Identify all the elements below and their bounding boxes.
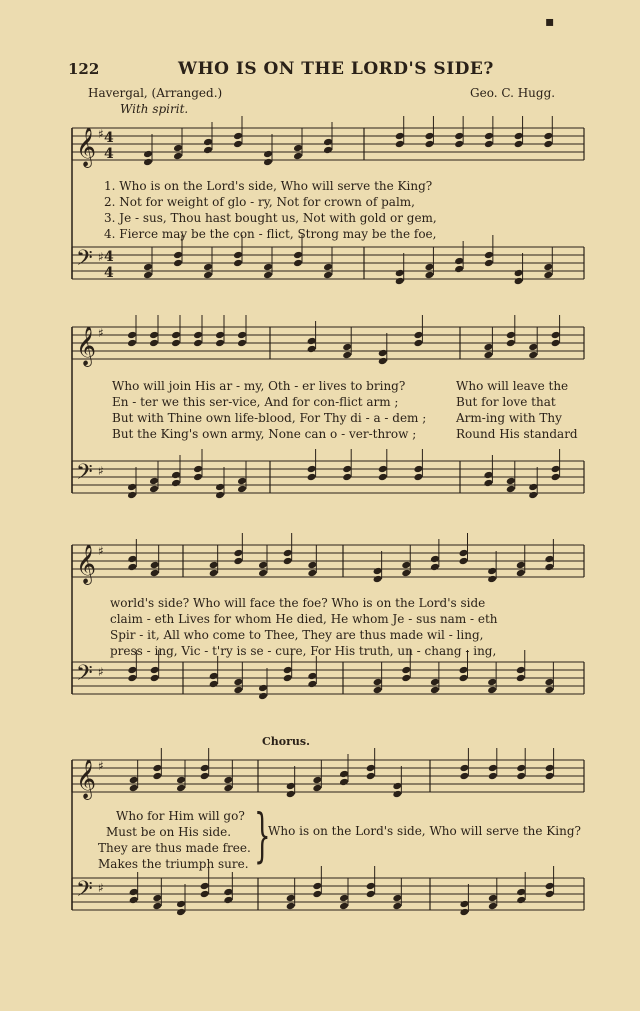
- note-head: [263, 263, 273, 272]
- note-head: [373, 678, 383, 687]
- note-head: [378, 349, 388, 358]
- note-head: [200, 882, 210, 891]
- note-head: [223, 776, 233, 785]
- note-head: [506, 477, 516, 486]
- note-head: [459, 557, 469, 566]
- note-head: [487, 575, 497, 584]
- note-head: [545, 882, 555, 891]
- note-head: [283, 674, 293, 683]
- note-head: [307, 680, 317, 689]
- note-head: [430, 555, 440, 564]
- note-head: [401, 674, 411, 683]
- note-head: [200, 772, 210, 781]
- key-sharp-icon: ♯: [98, 665, 104, 679]
- note-head: [286, 902, 296, 911]
- verse-3-line-2-end: Arm-ing with Thy: [456, 411, 562, 425]
- key-sharp-icon: ♯: [98, 881, 104, 895]
- note-head: [516, 674, 526, 683]
- note-head: [342, 465, 352, 474]
- system-1-lyrics: [104, 178, 437, 242]
- note-head: [209, 569, 219, 578]
- note-head: [129, 776, 139, 785]
- note-head: [176, 900, 186, 909]
- note-head: [506, 485, 516, 494]
- note-head: [127, 339, 137, 348]
- note-head: [339, 894, 349, 903]
- note-head: [150, 666, 160, 675]
- system-3-lyrics: [110, 595, 498, 659]
- note-head: [424, 140, 434, 149]
- note-head: [459, 674, 469, 683]
- note-head: [454, 132, 464, 141]
- note-head: [307, 465, 317, 474]
- chorus-line-4: Makes the triumph sure.: [98, 857, 249, 871]
- note-head: [401, 561, 411, 570]
- note-head: [528, 343, 538, 352]
- note-head: [129, 896, 139, 905]
- chorus-line-1: Who for Him will go?: [116, 809, 245, 823]
- note-head: [392, 902, 402, 911]
- note-head: [312, 776, 322, 785]
- note-head: [293, 152, 303, 161]
- note-head: [215, 491, 225, 500]
- page-number: 122: [68, 60, 100, 78]
- note-head: [551, 473, 561, 482]
- note-head: [514, 140, 524, 149]
- note-head: [258, 561, 268, 570]
- note-head: [392, 790, 402, 799]
- note-head: [543, 271, 553, 280]
- note-head: [514, 132, 524, 141]
- note-head: [339, 770, 349, 779]
- note-head: [454, 257, 464, 266]
- note-head: [223, 888, 233, 897]
- note-head: [516, 561, 526, 570]
- note-head: [258, 569, 268, 578]
- treble-clef-icon: 𝄞: [76, 127, 97, 167]
- note-head: [392, 894, 402, 903]
- note-head: [286, 782, 296, 791]
- note-head: [545, 890, 555, 899]
- note-head: [171, 339, 181, 348]
- note-head: [430, 563, 440, 572]
- verse-4-line-2-end: Round His standard: [456, 427, 578, 441]
- verse-1-line-2: Who will join His ar - my, Oth - er lives to bring?: [112, 379, 406, 393]
- note-head: [506, 339, 516, 348]
- note-head: [203, 146, 213, 155]
- treble-clef-icon: 𝄞: [76, 326, 97, 366]
- note-head: [342, 351, 352, 360]
- system-2-lyrics: [112, 378, 426, 442]
- key-sharp-icon: ♯: [98, 326, 104, 340]
- note-head: [263, 150, 273, 159]
- note-head: [516, 772, 526, 781]
- note-head: [171, 331, 181, 340]
- note-head: [143, 263, 153, 272]
- note-head: [143, 158, 153, 167]
- note-head: [283, 666, 293, 675]
- note-head: [258, 684, 268, 693]
- note-head: [127, 563, 137, 572]
- key-sharp-icon: ♯: [98, 250, 104, 264]
- note-head: [323, 271, 333, 280]
- note-head: [176, 784, 186, 793]
- note-head: [149, 339, 159, 348]
- note-head: [258, 692, 268, 701]
- note-head: [487, 567, 497, 576]
- note-head: [233, 259, 243, 268]
- time-signature-bottom: 4: [104, 146, 114, 162]
- note-head: [307, 672, 317, 681]
- note-head: [215, 331, 225, 340]
- note-head: [307, 473, 317, 482]
- note-head: [514, 277, 524, 286]
- note-head: [150, 569, 160, 578]
- chorus-refrain: Who is on the Lord's side, Who will serve the King?: [268, 824, 581, 838]
- note-head: [488, 902, 498, 911]
- note-head: [209, 672, 219, 681]
- verse-1-line-2-end: Who will leave the: [456, 379, 569, 393]
- bass-clef-icon: 𝄢: [76, 877, 93, 907]
- hymn-title: WHO IS ON THE LORD'S SIDE?: [178, 59, 494, 79]
- note-head: [143, 150, 153, 159]
- note-head: [193, 465, 203, 474]
- system-2-lyrics-right: [456, 378, 578, 442]
- note-head: [193, 331, 203, 340]
- note-head: [233, 251, 243, 260]
- bass-clef-icon: 𝄢: [76, 246, 93, 276]
- note-head: [487, 678, 497, 687]
- note-head: [483, 471, 493, 480]
- note-head: [127, 666, 137, 675]
- note-head: [237, 485, 247, 494]
- key-sharp-icon: ♯: [98, 464, 104, 478]
- verse-3-line-1: 3. Je - sus, Thou hast bought us, Not with gold or gem,: [104, 211, 437, 225]
- note-head: [528, 491, 538, 500]
- note-head: [200, 764, 210, 773]
- note-head: [459, 908, 469, 917]
- note-head: [173, 144, 183, 153]
- note-head: [506, 331, 516, 340]
- note-head: [454, 265, 464, 274]
- note-head: [339, 778, 349, 787]
- note-head: [173, 259, 183, 268]
- note-head: [203, 138, 213, 147]
- verse-2-line-1: 2. Not for weight of glo - ry, Not for crown of palm,: [104, 195, 415, 209]
- note-head: [366, 764, 376, 773]
- lyricist-credit: Havergal, (Arranged.): [88, 86, 223, 100]
- note-head: [149, 331, 159, 340]
- note-head: [378, 465, 388, 474]
- verse-2-line-2-end: But for love that: [456, 395, 556, 409]
- note-head: [483, 351, 493, 360]
- note-head: [484, 132, 494, 141]
- note-head: [233, 140, 243, 149]
- brace-symbol: }: [254, 801, 271, 869]
- bass-clef-icon: 𝄢: [76, 460, 93, 490]
- note-head: [544, 686, 554, 695]
- note-head: [233, 678, 243, 687]
- note-head: [152, 764, 162, 773]
- note-head: [152, 772, 162, 781]
- note-head: [514, 269, 524, 278]
- note-head: [223, 896, 233, 905]
- composer-credit: Geo. C. Hugg.: [470, 86, 556, 100]
- note-head: [307, 337, 317, 346]
- tempo-marking: With spirit.: [120, 102, 189, 116]
- chorus-line-3: They are thus made free.: [98, 841, 251, 855]
- verse-1-line-3: world's side? Who will face the foe? Who is on the Lord's side: [110, 596, 486, 610]
- note-head: [544, 563, 554, 572]
- note-head: [401, 569, 411, 578]
- verse-4-line-3: press - ing, Vic - t'ry is se - cure, For His truth, un - chang - ing,: [110, 644, 497, 658]
- note-head: [173, 152, 183, 161]
- note-head: [516, 569, 526, 578]
- note-head: [149, 485, 159, 494]
- note-head: [127, 555, 137, 564]
- treble-clef-icon: 𝄞: [76, 544, 97, 584]
- treble-clef-icon: 𝄞: [76, 759, 97, 799]
- note-head: [484, 259, 494, 268]
- verse-4-line-1: 4. Fierce may be the con - flict, Strong may be the foe,: [104, 227, 437, 241]
- note-head: [312, 882, 322, 891]
- note-head: [430, 678, 440, 687]
- note-head: [307, 569, 317, 578]
- note-head: [459, 772, 469, 781]
- note-head: [543, 132, 553, 141]
- chorus-line-2: Must be on His side.: [106, 825, 232, 839]
- note-head: [152, 894, 162, 903]
- note-head: [143, 271, 153, 280]
- note-head: [378, 357, 388, 366]
- note-head: [544, 678, 554, 687]
- note-head: [215, 483, 225, 492]
- note-head: [366, 772, 376, 781]
- time-signature-top: 4: [104, 130, 114, 146]
- note-head: [293, 251, 303, 260]
- note-head: [283, 549, 293, 558]
- time-signature-top: 4: [104, 249, 114, 265]
- note-head: [342, 343, 352, 352]
- note-head: [430, 686, 440, 695]
- note-head: [413, 465, 423, 474]
- verse-2-line-3: claim - eth Lives for whom He died, He whom Je - sus nam - eth: [110, 612, 498, 626]
- chorus-verse-lines: [98, 808, 251, 872]
- verse-3-line-2: But with Thine own life-blood, For Thy di - a - dem ;: [112, 411, 427, 425]
- note-head: [323, 138, 333, 147]
- note-head: [293, 259, 303, 268]
- note-head: [150, 561, 160, 570]
- note-head: [129, 888, 139, 897]
- note-head: [127, 483, 137, 492]
- note-head: [544, 555, 554, 564]
- note-head: [307, 561, 317, 570]
- note-head: [543, 140, 553, 149]
- note-head: [312, 784, 322, 793]
- note-head: [152, 902, 162, 911]
- note-head: [395, 269, 405, 278]
- note-head: [483, 479, 493, 488]
- note-head: [193, 473, 203, 482]
- note-head: [233, 132, 243, 141]
- note-head: [237, 331, 247, 340]
- note-head: [193, 339, 203, 348]
- note-head: [283, 557, 293, 566]
- note-head: [516, 888, 526, 897]
- note-head: [528, 483, 538, 492]
- note-head: [392, 782, 402, 791]
- note-head: [459, 666, 469, 675]
- note-head: [209, 680, 219, 689]
- note-head: [516, 666, 526, 675]
- note-head: [424, 263, 434, 272]
- note-head: [459, 900, 469, 909]
- note-head: [484, 140, 494, 149]
- verse-4-line-2: But the King's own army, None can o - ver-throw ;: [112, 427, 417, 441]
- note-head: [323, 146, 333, 155]
- note-head: [487, 686, 497, 695]
- note-head: [150, 674, 160, 683]
- note-head: [127, 674, 137, 683]
- note-head: [395, 140, 405, 149]
- time-signature-bottom: 4: [104, 265, 114, 281]
- note-head: [263, 158, 273, 167]
- note-head: [173, 251, 183, 260]
- note-head: [233, 549, 243, 558]
- note-head: [488, 772, 498, 781]
- note-head: [237, 477, 247, 486]
- note-head: [149, 477, 159, 486]
- key-sharp-icon: ♯: [98, 127, 104, 141]
- note-head: [516, 764, 526, 773]
- key-sharp-icon: ♯: [98, 544, 104, 558]
- note-head: [545, 772, 555, 781]
- note-head: [459, 549, 469, 558]
- note-head: [484, 251, 494, 260]
- note-head: [203, 271, 213, 280]
- bass-clef-icon: 𝄢: [76, 661, 93, 691]
- note-head: [373, 567, 383, 576]
- note-head: [516, 896, 526, 905]
- note-head: [366, 882, 376, 891]
- note-head: [342, 473, 352, 482]
- verse-2-line-2: En - ter we this ser-vice, And for con-flict arm ;: [112, 395, 399, 409]
- note-head: [293, 144, 303, 153]
- note-head: [459, 764, 469, 773]
- note-head: [551, 465, 561, 474]
- note-head: [312, 890, 322, 899]
- note-head: [176, 908, 186, 917]
- note-head: [203, 263, 213, 272]
- note-head: [237, 339, 247, 348]
- note-head: [373, 686, 383, 695]
- note-head: [424, 271, 434, 280]
- note-head: [551, 339, 561, 348]
- key-sharp-icon: ♯: [98, 759, 104, 773]
- note-head: [413, 339, 423, 348]
- chorus-label: Chorus.: [262, 735, 310, 748]
- note-head: [483, 343, 493, 352]
- note-head: [395, 277, 405, 286]
- note-head: [413, 473, 423, 482]
- note-head: [401, 666, 411, 675]
- note-head: [233, 557, 243, 566]
- note-head: [528, 351, 538, 360]
- note-head: [543, 263, 553, 272]
- note-head: [233, 686, 243, 695]
- note-head: [200, 890, 210, 899]
- note-head: [127, 491, 137, 500]
- note-head: [171, 471, 181, 480]
- note-head: [413, 331, 423, 340]
- note-head: [129, 784, 139, 793]
- note-head: [286, 894, 296, 903]
- note-head: [551, 331, 561, 340]
- verse-3-line-3: Spir - it, All who come to Thee, They are thus made wil - ling,: [110, 628, 484, 642]
- note-head: [378, 473, 388, 482]
- note-head: [488, 764, 498, 773]
- corner-ornament: ▪: [545, 14, 555, 30]
- note-head: [454, 140, 464, 149]
- note-head: [323, 263, 333, 272]
- note-head: [171, 479, 181, 488]
- note-head: [307, 345, 317, 354]
- note-head: [209, 561, 219, 570]
- note-head: [424, 132, 434, 141]
- note-head: [373, 575, 383, 584]
- verse-1-line-1: 1. Who is on the Lord's side, Who will serve the King?: [104, 179, 433, 193]
- note-head: [215, 339, 225, 348]
- note-head: [395, 132, 405, 141]
- note-head: [545, 764, 555, 773]
- note-head: [127, 331, 137, 340]
- note-head: [366, 890, 376, 899]
- note-head: [223, 784, 233, 793]
- note-head: [286, 790, 296, 799]
- note-head: [263, 271, 273, 280]
- note-head: [339, 902, 349, 911]
- note-head: [488, 894, 498, 903]
- note-head: [176, 776, 186, 785]
